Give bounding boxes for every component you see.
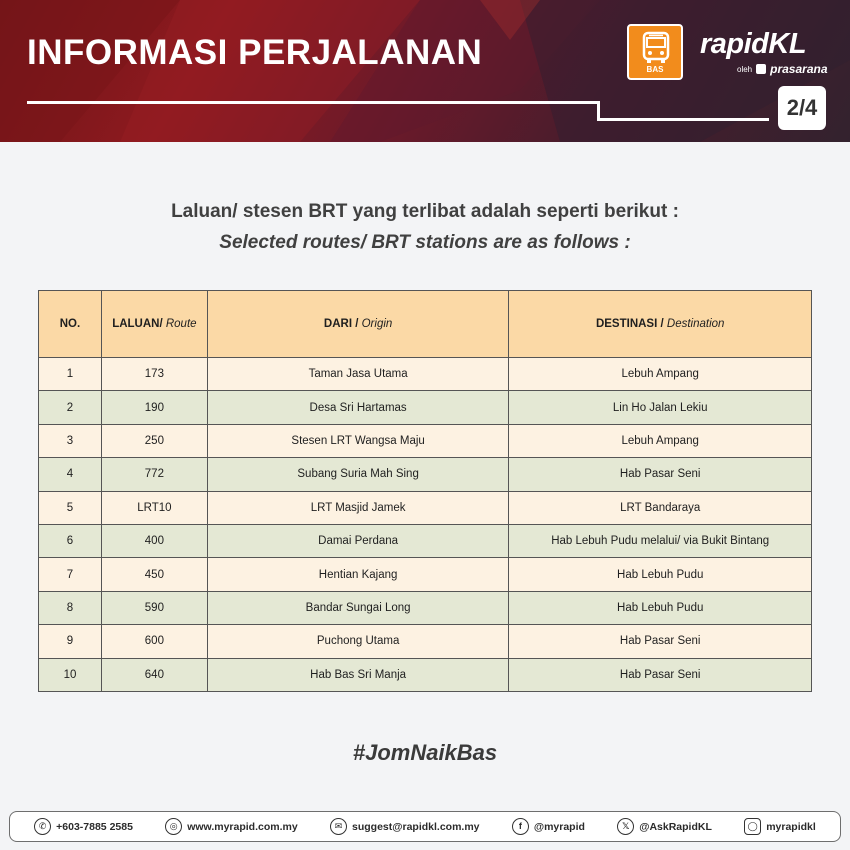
website-url: www.myrapid.com.my: [187, 820, 298, 833]
cell-destination: Lebuh Ampang: [509, 358, 812, 391]
cell-destination: Hab Lebuh Pudu melalui/ via Bukit Bintang: [509, 524, 812, 557]
x-handle: @AskRapidKL: [639, 820, 712, 833]
contact-x[interactable]: [617, 818, 712, 835]
contact-instagram[interactable]: [744, 818, 816, 835]
cell-no: 4: [39, 458, 102, 491]
cell-origin: Desa Sri Hartamas: [207, 391, 509, 424]
cell-no: 7: [39, 558, 102, 591]
page-title: INFORMASI PERJALANAN: [27, 33, 483, 72]
cell-route: 450: [101, 558, 207, 591]
cell-destination: Hab Pasar Seni: [509, 458, 812, 491]
cell-destination: LRT Bandaraya: [509, 491, 812, 524]
rapidkl-logo: rapidKL: [700, 28, 807, 60]
bus-icon: [641, 31, 671, 65]
cell-no: 1: [39, 358, 102, 391]
mail-icon: ✉: [330, 818, 347, 835]
cell-route: 590: [101, 591, 207, 624]
contact-phone[interactable]: [34, 818, 133, 835]
table-row: [39, 558, 812, 591]
cell-route: 400: [101, 524, 207, 557]
cell-destination: Hab Lebuh Pudu: [509, 591, 812, 624]
cell-no: 9: [39, 625, 102, 658]
table-row: [39, 625, 812, 658]
cell-no: 2: [39, 391, 102, 424]
cell-destination: Hab Lebuh Pudu: [509, 558, 812, 591]
cell-origin: Hab Bas Sri Manja: [207, 658, 509, 691]
cell-destination: Lebuh Ampang: [509, 424, 812, 457]
cell-route: LRT10: [101, 491, 207, 524]
bus-badge-label: BAS: [646, 65, 664, 74]
page-indicator: 2/4: [778, 86, 826, 130]
table-row: [39, 658, 812, 691]
cell-no: 10: [39, 658, 102, 691]
cell-no: 8: [39, 591, 102, 624]
header-destination-english: Destination: [666, 318, 725, 330]
header-no: NO.: [39, 291, 102, 358]
header-divider-line: [27, 101, 599, 104]
table-row: [39, 591, 812, 624]
table-row: [39, 391, 812, 424]
cell-route: 600: [101, 625, 207, 658]
cell-route: 772: [101, 458, 207, 491]
cell-destination: Lin Ho Jalan Lekiu: [509, 391, 812, 424]
contact-email[interactable]: [330, 818, 480, 835]
table-row: [39, 458, 812, 491]
cell-origin: Bandar Sungai Long: [207, 591, 509, 624]
cell-destination: Hab Pasar Seni: [509, 658, 812, 691]
prasarana-logo-icon: [756, 64, 766, 74]
header-origin: [207, 291, 509, 358]
cell-origin: Hentian Kajang: [207, 558, 509, 591]
cell-no: 6: [39, 524, 102, 557]
table-row: [39, 491, 812, 524]
intro-english: Selected routes/ BRT stations are as follows :: [219, 232, 631, 253]
contact-website[interactable]: [165, 818, 297, 835]
cell-origin: Taman Jasa Utama: [207, 358, 509, 391]
x-icon: 𝕏: [617, 818, 634, 835]
header-divider-line-lower: [597, 118, 769, 121]
cell-origin: LRT Masjid Jamek: [207, 491, 509, 524]
cell-route: 250: [101, 424, 207, 457]
facebook-icon: f: [512, 818, 529, 835]
routes-table: [38, 290, 812, 692]
cell-route: 190: [101, 391, 207, 424]
cell-destination: Hab Pasar Seni: [509, 625, 812, 658]
instagram-handle: myrapidkl: [766, 820, 816, 833]
phone-icon: ✆: [34, 818, 51, 835]
contact-footer: [9, 811, 841, 842]
header-route-english: Route: [165, 318, 197, 330]
header-route-malay: LALUAN/: [112, 318, 163, 330]
byline-prefix: oleh: [737, 64, 753, 74]
email-address: suggest@rapidkl.com.my: [352, 820, 480, 833]
cell-origin: Stesen LRT Wangsa Maju: [207, 424, 509, 457]
bus-badge: [627, 24, 683, 80]
hashtag: #JomNaikBas: [352, 740, 498, 765]
cell-no: 5: [39, 491, 102, 524]
facebook-handle: @myrapid: [533, 820, 585, 833]
instagram-icon: ◯: [744, 818, 761, 835]
header-destination-malay: DESTINASI /: [595, 318, 664, 330]
cell-origin: Damai Perdana: [207, 524, 509, 557]
cell-route: 640: [101, 658, 207, 691]
cell-route: 173: [101, 358, 207, 391]
header-banner: [0, 0, 850, 142]
cell-origin: Puchong Utama: [207, 625, 509, 658]
header-origin-english: Origin: [361, 318, 393, 330]
table-row: [39, 524, 812, 557]
table-row: [39, 358, 812, 391]
table-row: [39, 424, 812, 457]
contact-facebook[interactable]: [512, 818, 585, 835]
prasarana-byline: [737, 62, 828, 76]
header-route: [101, 291, 207, 358]
cell-origin: Subang Suria Mah Sing: [207, 458, 509, 491]
cell-no: 3: [39, 424, 102, 457]
table-header-row: [39, 291, 812, 358]
prasarana-name: prasarana: [770, 62, 828, 76]
header-destination: [509, 291, 812, 358]
intro-malay: Laluan/ stesen BRT yang terlibat adalah seperti berikut :: [171, 201, 679, 222]
header-origin-malay: DARI /: [323, 318, 359, 330]
globe-icon: ◎: [165, 818, 182, 835]
phone-number: +603-7885 2585: [56, 820, 133, 833]
